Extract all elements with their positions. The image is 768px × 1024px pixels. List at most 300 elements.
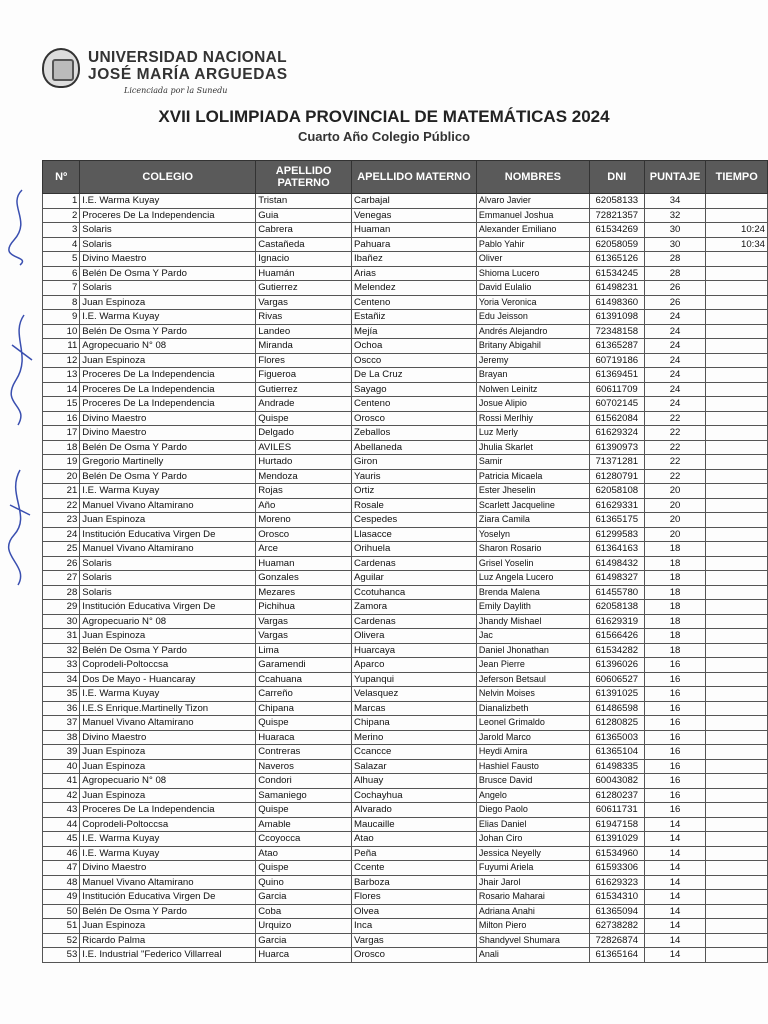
dni-cell: 62058133 [589, 194, 644, 209]
given-names-cell: Josue Alipio [476, 397, 589, 412]
time-cell [706, 948, 768, 963]
maternal-surname-cell: Ccotuhanca [352, 585, 477, 600]
paternal-surname-cell: Coba [256, 904, 352, 919]
row-number-cell: 29 [43, 600, 80, 615]
maternal-surname-cell: Melendez [352, 281, 477, 296]
time-cell [706, 571, 768, 586]
maternal-surname-cell: Huarcaya [352, 643, 477, 658]
dni-cell: 61391098 [589, 310, 644, 325]
dni-cell: 61629331 [589, 498, 644, 513]
maternal-surname-cell: Estañiz [352, 310, 477, 325]
table-row [43, 252, 768, 267]
time-cell [706, 716, 768, 731]
score-cell: 18 [644, 643, 706, 658]
school-cell: I.E. Warma Kuyay [80, 832, 256, 847]
time-cell [706, 614, 768, 629]
table-row [43, 788, 768, 803]
score-cell: 14 [644, 861, 706, 876]
dni-cell: 61365094 [589, 904, 644, 919]
table-row [43, 875, 768, 890]
given-names-cell: Yoria Veronica [476, 295, 589, 310]
paternal-surname-cell: Andrade [256, 397, 352, 412]
table-row [43, 933, 768, 948]
maternal-surname-cell: Merino [352, 730, 477, 745]
table-row [43, 411, 768, 426]
given-names-cell: Luz Angela Lucero [476, 571, 589, 586]
table-row [43, 353, 768, 368]
paternal-surname-cell: Lima [256, 643, 352, 658]
row-number-cell: 47 [43, 861, 80, 876]
school-cell: Belén De Osma Y Pardo [80, 643, 256, 658]
score-cell: 16 [644, 788, 706, 803]
dni-cell: 72826874 [589, 933, 644, 948]
row-number-cell: 43 [43, 803, 80, 818]
given-names-cell: Elias Daniel [476, 817, 589, 832]
score-cell: 16 [644, 745, 706, 760]
maternal-surname-cell: Sayago [352, 382, 477, 397]
time-cell [706, 803, 768, 818]
maternal-surname-cell: Pahuara [352, 237, 477, 252]
paternal-surname-cell: Naveros [256, 759, 352, 774]
maternal-surname-cell: Carbajal [352, 194, 477, 209]
school-cell: Juan Espinoza [80, 788, 256, 803]
table-row [43, 440, 768, 455]
score-cell: 34 [644, 194, 706, 209]
time-cell [706, 208, 768, 223]
school-cell: Belén De Osma Y Pardo [80, 266, 256, 281]
paternal-surname-cell: Quino [256, 875, 352, 890]
time-cell [706, 556, 768, 571]
score-cell: 18 [644, 556, 706, 571]
given-names-cell: Samir [476, 455, 589, 470]
school-cell: Solaris [80, 556, 256, 571]
dni-cell: 61396026 [589, 658, 644, 673]
school-cell: Ricardo Palma [80, 933, 256, 948]
table-row [43, 324, 768, 339]
dni-cell: 61365003 [589, 730, 644, 745]
university-name-line1: UNIVERSIDAD NACIONAL [88, 49, 287, 66]
given-names-cell: Rosario Maharai [476, 890, 589, 905]
table-row [43, 266, 768, 281]
paternal-surname-cell: Ccahuana [256, 672, 352, 687]
score-cell: 16 [644, 687, 706, 702]
score-cell: 30 [644, 223, 706, 238]
given-names-cell: Brusce David [476, 774, 589, 789]
score-cell: 26 [644, 281, 706, 296]
given-names-cell: Yoselyn [476, 527, 589, 542]
table-row [43, 281, 768, 296]
given-names-cell: Sharon Rosario [476, 542, 589, 557]
dni-cell: 61629323 [589, 875, 644, 890]
paternal-surname-cell: Ccoyocca [256, 832, 352, 847]
maternal-surname-cell: Vargas [352, 933, 477, 948]
dni-cell: 62738282 [589, 919, 644, 934]
school-cell: Solaris [80, 237, 256, 252]
time-cell [706, 629, 768, 644]
maternal-surname-cell: Aparco [352, 658, 477, 673]
paternal-surname-cell: Chipana [256, 701, 352, 716]
row-number-cell: 10 [43, 324, 80, 339]
dni-cell: 60043082 [589, 774, 644, 789]
dni-cell: 61365175 [589, 513, 644, 528]
table-row [43, 658, 768, 673]
row-number-cell: 15 [43, 397, 80, 412]
score-cell: 24 [644, 310, 706, 325]
given-names-cell: Hashiel Fausto [476, 759, 589, 774]
dni-cell: 61498432 [589, 556, 644, 571]
school-cell: Coprodeli-Poltoccsa [80, 817, 256, 832]
dni-cell: 72348158 [589, 324, 644, 339]
row-number-cell: 53 [43, 948, 80, 963]
school-cell: Coprodeli-Poltoccsa [80, 658, 256, 673]
row-number-cell: 24 [43, 527, 80, 542]
dni-cell: 61390973 [589, 440, 644, 455]
school-cell: I.E.S Enrique.Martinelly Tizon [80, 701, 256, 716]
time-cell [706, 904, 768, 919]
row-number-cell: 25 [43, 542, 80, 557]
table-row [43, 904, 768, 919]
school-cell: Divino Maestro [80, 730, 256, 745]
time-cell [706, 498, 768, 513]
given-names-cell: Brayan [476, 368, 589, 383]
maternal-surname-cell: Cardenas [352, 614, 477, 629]
maternal-surname-cell: Ochoa [352, 339, 477, 354]
row-number-cell: 34 [43, 672, 80, 687]
dni-cell: 72821357 [589, 208, 644, 223]
paternal-surname-cell: Vargas [256, 614, 352, 629]
dni-cell: 61562084 [589, 411, 644, 426]
score-cell: 16 [644, 701, 706, 716]
paternal-surname-cell: Landeo [256, 324, 352, 339]
column-header-paternal-surname: APELLIDO PATERNO [256, 161, 352, 194]
school-cell: Agropecuario N° 08 [80, 339, 256, 354]
paternal-surname-cell: Hurtado [256, 455, 352, 470]
school-cell: Juan Espinoza [80, 353, 256, 368]
table-row [43, 716, 768, 731]
time-cell [706, 745, 768, 760]
university-name-line2: JOSÉ MARÍA ARGUEDAS [88, 66, 288, 83]
score-cell: 18 [644, 585, 706, 600]
row-number-cell: 40 [43, 759, 80, 774]
dni-cell: 61364163 [589, 542, 644, 557]
paternal-surname-cell: Ignacio [256, 252, 352, 267]
school-cell: Solaris [80, 571, 256, 586]
school-cell: Belén De Osma Y Pardo [80, 440, 256, 455]
paternal-surname-cell: Flores [256, 353, 352, 368]
given-names-cell: Jhandy Mishael [476, 614, 589, 629]
table-row [43, 585, 768, 600]
time-cell [706, 875, 768, 890]
paternal-surname-cell: Miranda [256, 339, 352, 354]
table-row [43, 556, 768, 571]
given-names-cell: Luz Merly [476, 426, 589, 441]
table-row [43, 803, 768, 818]
dni-cell: 60719186 [589, 353, 644, 368]
maternal-surname-cell: Salazar [352, 759, 477, 774]
given-names-cell: Jac [476, 629, 589, 644]
university-seal-icon [42, 48, 80, 88]
school-cell: Proceres De La Independencia [80, 208, 256, 223]
paternal-surname-cell: Atao [256, 846, 352, 861]
column-header-dni: DNI [589, 161, 644, 194]
score-cell: 22 [644, 469, 706, 484]
school-cell: I.E. Warma Kuyay [80, 194, 256, 209]
given-names-cell: Alexander Emiliano [476, 223, 589, 238]
time-cell [706, 643, 768, 658]
score-cell: 28 [644, 266, 706, 281]
school-cell: I.E. Warma Kuyay [80, 846, 256, 861]
time-cell [706, 324, 768, 339]
dni-cell: 61365164 [589, 948, 644, 963]
row-number-cell: 39 [43, 745, 80, 760]
given-names-cell: Ziara Camila [476, 513, 589, 528]
given-names-cell: Jean Pierre [476, 658, 589, 673]
row-number-cell: 31 [43, 629, 80, 644]
time-cell [706, 730, 768, 745]
paternal-surname-cell: Rojas [256, 484, 352, 499]
given-names-cell: Edu Jeisson [476, 310, 589, 325]
table-row [43, 701, 768, 716]
row-number-cell: 45 [43, 832, 80, 847]
school-cell: Belén De Osma Y Pardo [80, 469, 256, 484]
table-row [43, 397, 768, 412]
score-cell: 18 [644, 571, 706, 586]
table-row [43, 513, 768, 528]
maternal-surname-cell: Mejía [352, 324, 477, 339]
score-cell: 16 [644, 759, 706, 774]
school-cell: I.E. Warma Kuyay [80, 484, 256, 499]
given-names-cell: Milton Piero [476, 919, 589, 934]
time-cell: 10:24 [706, 223, 768, 238]
row-number-cell: 38 [43, 730, 80, 745]
column-header-score: PUNTAJE [644, 161, 706, 194]
time-cell [706, 832, 768, 847]
given-names-cell: Jeferson Betsaul [476, 672, 589, 687]
score-cell: 14 [644, 933, 706, 948]
given-names-cell: Grisel Yoselin [476, 556, 589, 571]
row-number-cell: 19 [43, 455, 80, 470]
score-cell: 22 [644, 440, 706, 455]
document-subtitle: Cuarto Año Colegio Público [297, 129, 471, 144]
maternal-surname-cell: Inca [352, 919, 477, 934]
row-number-cell: 46 [43, 846, 80, 861]
maternal-surname-cell: Centeno [352, 295, 477, 310]
maternal-surname-cell: Olivera [352, 629, 477, 644]
given-names-cell: Andrés Alejandro [476, 324, 589, 339]
maternal-surname-cell: De La Cruz [352, 368, 477, 383]
time-cell [706, 339, 768, 354]
score-cell: 16 [644, 672, 706, 687]
school-cell: Juan Espinoza [80, 295, 256, 310]
maternal-surname-cell: Centeno [352, 397, 477, 412]
score-cell: 22 [644, 455, 706, 470]
time-cell [706, 353, 768, 368]
row-number-cell: 16 [43, 411, 80, 426]
given-names-cell: Jarold Marco [476, 730, 589, 745]
dni-cell: 61365126 [589, 252, 644, 267]
table-row [43, 310, 768, 325]
row-number-cell: 30 [43, 614, 80, 629]
maternal-surname-cell: Yauris [352, 469, 477, 484]
row-number-cell: 35 [43, 687, 80, 702]
time-cell [706, 397, 768, 412]
time-cell [706, 759, 768, 774]
dni-cell: 61534960 [589, 846, 644, 861]
maternal-surname-cell: Velasquez [352, 687, 477, 702]
paternal-surname-cell: Mendoza [256, 469, 352, 484]
table-row [43, 426, 768, 441]
table-row [43, 890, 768, 905]
paternal-surname-cell: Huaraca [256, 730, 352, 745]
time-cell [706, 194, 768, 209]
paternal-surname-cell: Delgado [256, 426, 352, 441]
row-number-cell: 42 [43, 788, 80, 803]
row-number-cell: 23 [43, 513, 80, 528]
time-cell [706, 455, 768, 470]
dni-cell: 61534245 [589, 266, 644, 281]
maternal-surname-cell: Venegas [352, 208, 477, 223]
table-row [43, 339, 768, 354]
row-number-cell: 5 [43, 252, 80, 267]
time-cell [706, 890, 768, 905]
score-cell: 14 [644, 832, 706, 847]
maternal-surname-cell: Chipana [352, 716, 477, 731]
row-number-cell: 1 [43, 194, 80, 209]
given-names-cell: Rossi Merlhiy [476, 411, 589, 426]
paternal-surname-cell: Gutierrez [256, 281, 352, 296]
given-names-cell: Ester Jheselin [476, 484, 589, 499]
given-names-cell: Anali [476, 948, 589, 963]
school-cell: Juan Espinoza [80, 919, 256, 934]
given-names-cell: Heydi Amira [476, 745, 589, 760]
time-cell [706, 440, 768, 455]
score-cell: 24 [644, 353, 706, 368]
table-row [43, 208, 768, 223]
table-row [43, 194, 768, 209]
score-cell: 18 [644, 629, 706, 644]
row-number-cell: 21 [43, 484, 80, 499]
time-cell [706, 919, 768, 934]
paternal-surname-cell: Pichihua [256, 600, 352, 615]
maternal-surname-cell: Llasacce [352, 527, 477, 542]
table-row [43, 382, 768, 397]
score-cell: 16 [644, 716, 706, 731]
paternal-surname-cell: Amable [256, 817, 352, 832]
paternal-surname-cell: Arce [256, 542, 352, 557]
time-cell [706, 266, 768, 281]
maternal-surname-cell: Ccancce [352, 745, 477, 760]
row-number-cell: 9 [43, 310, 80, 325]
paternal-surname-cell: Orosco [256, 527, 352, 542]
school-cell: Agropecuario N° 08 [80, 614, 256, 629]
time-cell [706, 542, 768, 557]
dni-cell: 61498231 [589, 281, 644, 296]
school-cell: Institución Educativa Virgen De [80, 600, 256, 615]
score-cell: 24 [644, 397, 706, 412]
row-number-cell: 28 [43, 585, 80, 600]
school-cell: Institución Educativa Virgen De [80, 890, 256, 905]
school-cell: Proceres De La Independencia [80, 368, 256, 383]
score-cell: 30 [644, 237, 706, 252]
given-names-cell: Nelvin Moises [476, 687, 589, 702]
table-row [43, 614, 768, 629]
maternal-surname-cell: Cespedes [352, 513, 477, 528]
row-number-cell: 11 [43, 339, 80, 354]
school-cell: Solaris [80, 281, 256, 296]
score-cell: 14 [644, 817, 706, 832]
school-cell: Proceres De La Independencia [80, 382, 256, 397]
score-cell: 20 [644, 527, 706, 542]
table-row [43, 527, 768, 542]
dni-cell: 61365287 [589, 339, 644, 354]
given-names-cell: Jeremy [476, 353, 589, 368]
dni-cell: 60702145 [589, 397, 644, 412]
dni-cell: 61391029 [589, 832, 644, 847]
table-row [43, 672, 768, 687]
time-cell [706, 469, 768, 484]
school-cell: Belén De Osma Y Pardo [80, 324, 256, 339]
time-cell [706, 252, 768, 267]
dni-cell: 71371281 [589, 455, 644, 470]
score-cell: 18 [644, 614, 706, 629]
maternal-surname-cell: Aguilar [352, 571, 477, 586]
maternal-surname-cell: Ccente [352, 861, 477, 876]
table-row [43, 600, 768, 615]
maternal-surname-cell: Marcas [352, 701, 477, 716]
dni-cell: 61534269 [589, 223, 644, 238]
row-number-cell: 20 [43, 469, 80, 484]
school-cell: Manuel Vivano Altamirano [80, 875, 256, 890]
table-row [43, 629, 768, 644]
score-cell: 22 [644, 426, 706, 441]
school-cell: Juan Espinoza [80, 629, 256, 644]
table-row [43, 295, 768, 310]
given-names-cell: Alvaro Javier [476, 194, 589, 209]
time-cell [706, 658, 768, 673]
row-number-cell: 12 [43, 353, 80, 368]
dni-cell: 61534282 [589, 643, 644, 658]
maternal-surname-cell: Zamora [352, 600, 477, 615]
school-cell: I.E. Warma Kuyay [80, 310, 256, 325]
university-motto: Licenciada por la Sunedu [124, 86, 228, 95]
dni-cell: 61299583 [589, 527, 644, 542]
dni-cell: 60611731 [589, 803, 644, 818]
school-cell: Divino Maestro [80, 411, 256, 426]
given-names-cell: Pablo Yahir [476, 237, 589, 252]
table-row [43, 542, 768, 557]
maternal-surname-cell: Giron [352, 455, 477, 470]
time-cell [706, 788, 768, 803]
score-cell: 22 [644, 411, 706, 426]
table-row [43, 759, 768, 774]
given-names-cell: Scarlett Jacqueline [476, 498, 589, 513]
maternal-surname-cell: Peña [352, 846, 477, 861]
school-cell: Juan Espinoza [80, 513, 256, 528]
given-names-cell: Daniel Jhonathan [476, 643, 589, 658]
row-number-cell: 6 [43, 266, 80, 281]
table-row [43, 919, 768, 934]
results-table [42, 160, 768, 963]
dni-cell: 61391025 [589, 687, 644, 702]
dni-cell: 61280825 [589, 716, 644, 731]
row-number-cell: 8 [43, 295, 80, 310]
time-cell [706, 933, 768, 948]
time-cell [706, 585, 768, 600]
school-cell: I.E. Warma Kuyay [80, 687, 256, 702]
score-cell: 14 [644, 875, 706, 890]
time-cell [706, 513, 768, 528]
school-cell: Dos De Mayo - Huancaray [80, 672, 256, 687]
